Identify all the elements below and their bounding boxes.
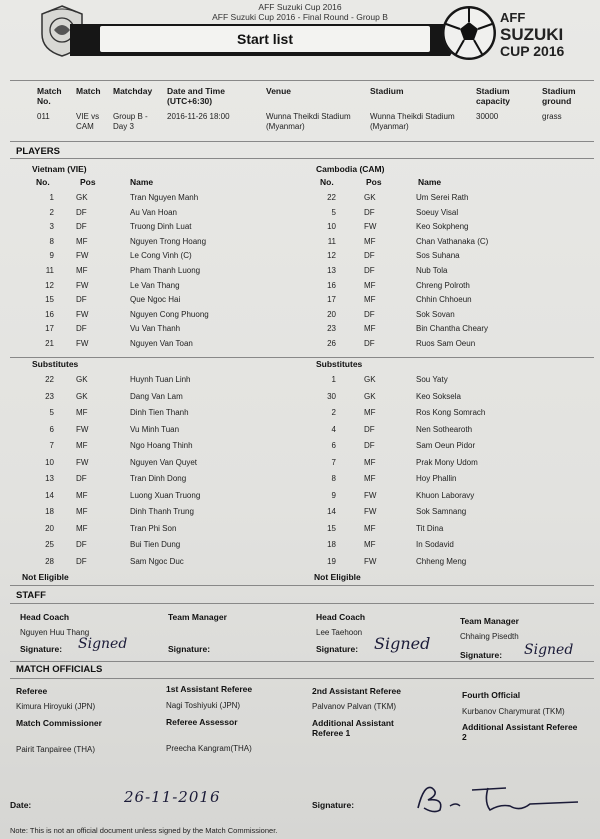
cam-substitutes-title: Substitutes bbox=[316, 359, 363, 369]
player-number: 25 bbox=[45, 540, 54, 549]
competition-round: AFF Suzuki Cup 2016 - Final Round - Group B bbox=[212, 12, 388, 22]
player-row bbox=[312, 293, 582, 307]
player-name: Sos Suhana bbox=[416, 251, 460, 261]
player-row bbox=[30, 538, 290, 552]
player-position: GK bbox=[364, 391, 376, 401]
player-number: 7 bbox=[331, 457, 336, 467]
player-number: 18 bbox=[45, 507, 54, 516]
cam-head-coach-label: Head Coach bbox=[316, 612, 366, 622]
player-number: 2 bbox=[331, 408, 336, 417]
player-number: 6 bbox=[49, 424, 54, 434]
player-number: 11 bbox=[327, 236, 336, 246]
player-position: MF bbox=[364, 523, 376, 533]
vie-head-coach-name: Nguyen Huu Thang bbox=[20, 628, 90, 637]
player-row bbox=[30, 191, 290, 205]
cam-col-name: Name bbox=[418, 177, 442, 187]
player-row bbox=[30, 293, 290, 307]
player-name: Nub Tola bbox=[416, 266, 448, 275]
player-name: Chan Vathanaka (C) bbox=[416, 236, 489, 246]
player-row bbox=[30, 249, 290, 263]
player-name: Nguyen Van Toan bbox=[130, 339, 193, 348]
player-position: GK bbox=[364, 193, 376, 202]
player-number: 15 bbox=[327, 523, 336, 533]
player-position: MF bbox=[76, 408, 88, 417]
player-name: Au Van Hoan bbox=[130, 207, 177, 217]
player-name: Ruos Sam Oeun bbox=[416, 339, 476, 348]
player-number: 16 bbox=[45, 309, 54, 319]
player-position: DF bbox=[76, 474, 87, 483]
player-position: GK bbox=[364, 375, 376, 384]
player-number: 30 bbox=[327, 391, 336, 401]
matchday-value: Group B - Day 3 bbox=[113, 112, 148, 131]
player-number: 5 bbox=[331, 207, 336, 217]
player-position: FW bbox=[364, 507, 377, 516]
player-number: 14 bbox=[45, 490, 54, 500]
fourth-official-name: Kurbanov Charymurat (TKM) bbox=[462, 707, 565, 716]
player-row bbox=[312, 337, 582, 351]
player-number: 7 bbox=[49, 441, 54, 450]
player-position: DF bbox=[76, 207, 87, 217]
player-row bbox=[30, 206, 290, 220]
player-row bbox=[312, 249, 582, 263]
player-row bbox=[312, 505, 582, 519]
player-name: Soeuy Visal bbox=[416, 207, 459, 217]
divider bbox=[10, 80, 594, 81]
vie-team-manager-label: Team Manager bbox=[168, 612, 227, 622]
commissioner-label: Match Commissioner bbox=[16, 718, 102, 728]
player-row bbox=[30, 423, 290, 437]
player-name: Truong Dinh Luat bbox=[130, 222, 192, 232]
player-row bbox=[312, 235, 582, 249]
player-position: MF bbox=[76, 523, 88, 533]
player-position: DF bbox=[364, 424, 375, 434]
player-number: 2 bbox=[49, 207, 54, 217]
player-name: Tran Nguyen Manh bbox=[130, 193, 199, 202]
player-row bbox=[312, 538, 582, 552]
player-row bbox=[30, 220, 290, 234]
divider bbox=[10, 661, 594, 662]
page-title: Start list bbox=[100, 26, 430, 52]
divider bbox=[10, 603, 594, 604]
divider bbox=[10, 141, 594, 142]
player-name: Huynh Tuan Linh bbox=[130, 375, 191, 384]
vie-not-eligible-title: Not Eligible bbox=[22, 572, 69, 582]
ground-header: Stadium ground bbox=[542, 86, 576, 106]
venue-value: Wunna Theikdi Stadium (Myanmar) bbox=[266, 112, 351, 131]
ar2-label: 2nd Assistant Referee bbox=[312, 686, 401, 696]
player-name: Tran Phi Son bbox=[130, 523, 177, 533]
date-label: Date: bbox=[10, 800, 32, 810]
player-position: DF bbox=[76, 556, 87, 566]
player-name: Sou Yaty bbox=[416, 375, 448, 384]
footer-note: Note: This is not an official document unless signed by the Match Commissioner. bbox=[10, 826, 278, 835]
player-position: FW bbox=[76, 457, 89, 467]
player-row bbox=[30, 235, 290, 249]
cam-coach-signature: Signed bbox=[374, 634, 431, 653]
staff-section-title: STAFF bbox=[16, 590, 46, 601]
referee-name: Kimura Hiroyuki (JPN) bbox=[16, 702, 96, 711]
player-number: 8 bbox=[49, 236, 54, 246]
player-number: 1 bbox=[49, 193, 54, 202]
commissioner-signature-label: Signature: bbox=[312, 800, 355, 810]
player-position: DF bbox=[76, 222, 87, 232]
vie-col-name: Name bbox=[130, 177, 154, 187]
match-value: VIE vs CAM bbox=[76, 112, 100, 131]
player-number: 12 bbox=[327, 251, 336, 261]
player-name: Hoy Phallin bbox=[416, 474, 457, 483]
player-name: Sam Oeun Pidor bbox=[416, 441, 476, 450]
player-position: MF bbox=[76, 441, 88, 450]
player-row bbox=[312, 322, 582, 336]
player-name: Um Serei Rath bbox=[416, 193, 469, 202]
player-row bbox=[312, 423, 582, 437]
player-name: In Sodavid bbox=[416, 540, 454, 549]
player-row bbox=[312, 439, 582, 453]
cam-manager-signature: Signed bbox=[524, 642, 574, 658]
player-name: Nguyen Cong Phuong bbox=[130, 309, 209, 319]
date-handwritten: 26-11-2016 bbox=[124, 788, 221, 806]
logo-text-aff: AFF bbox=[500, 10, 526, 25]
player-row bbox=[30, 322, 290, 336]
player-number: 16 bbox=[327, 280, 336, 290]
cam-head-coach-name: Lee Taehoon bbox=[316, 628, 363, 637]
player-name: Le Cong Vinh (C) bbox=[130, 251, 192, 261]
player-row bbox=[30, 373, 290, 387]
divider bbox=[10, 357, 594, 358]
player-row bbox=[312, 191, 582, 205]
vie-team-name: Vietnam (VIE) bbox=[32, 164, 87, 174]
player-row bbox=[312, 220, 582, 234]
player-row bbox=[312, 206, 582, 220]
player-position: MF bbox=[364, 408, 376, 417]
player-row bbox=[30, 489, 290, 503]
player-number: 21 bbox=[45, 339, 54, 348]
player-number: 10 bbox=[327, 222, 336, 232]
player-name: Pham Thanh Luong bbox=[130, 266, 201, 275]
player-number: 6 bbox=[331, 441, 336, 450]
player-name: Bui Tien Dung bbox=[130, 540, 181, 549]
cam-not-eligible-title: Not Eligible bbox=[314, 572, 361, 582]
player-name: Vu Minh Tuan bbox=[130, 424, 180, 434]
vie-col-no: No. bbox=[36, 177, 50, 187]
assessor-label: Referee Assessor bbox=[166, 717, 238, 727]
player-name: Nguyen Trong Hoang bbox=[130, 236, 207, 246]
player-number: 5 bbox=[49, 408, 54, 417]
player-number: 28 bbox=[45, 556, 54, 566]
player-row bbox=[30, 337, 290, 351]
player-name: Keo Soksela bbox=[416, 391, 461, 401]
vie-coach-signature-label: Signature: bbox=[20, 644, 63, 654]
player-name: Prak Mony Udom bbox=[416, 457, 478, 467]
player-name: Keo Sokpheng bbox=[416, 222, 469, 232]
player-position: FW bbox=[76, 309, 89, 319]
player-position: DF bbox=[364, 339, 375, 348]
player-position: DF bbox=[364, 251, 375, 261]
player-row bbox=[30, 456, 290, 470]
player-position: MF bbox=[364, 540, 376, 549]
match-no-value: 011 bbox=[37, 112, 50, 121]
player-name: Nen Sothearoth bbox=[416, 424, 473, 434]
competition-title: AFF Suzuki Cup 2016 bbox=[258, 2, 342, 12]
vie-starters-list bbox=[30, 191, 290, 351]
player-position: FW bbox=[76, 339, 89, 348]
player-number: 14 bbox=[327, 507, 336, 516]
player-row bbox=[312, 522, 582, 536]
player-position: GK bbox=[76, 375, 88, 384]
assessor-name: Preecha Kangram(THA) bbox=[166, 744, 252, 753]
player-position: GK bbox=[76, 193, 88, 202]
player-row bbox=[30, 390, 290, 404]
player-row bbox=[312, 456, 582, 470]
player-name: Chhin Chhoeun bbox=[416, 295, 472, 305]
referee-label: Referee bbox=[16, 686, 48, 696]
player-name: Bin Chantha Cheary bbox=[416, 324, 489, 334]
player-name: Ngo Hoang Thinh bbox=[130, 441, 193, 450]
player-position: MF bbox=[364, 236, 376, 246]
match-header: Match bbox=[76, 86, 101, 96]
cam-col-pos: Pos bbox=[366, 177, 382, 187]
cam-team-manager-name: Chhaing Pisedth bbox=[460, 632, 519, 641]
cam-team-manager-label: Team Manager bbox=[460, 616, 519, 626]
player-number: 13 bbox=[327, 266, 336, 275]
player-number: 3 bbox=[49, 222, 54, 232]
player-number: 9 bbox=[49, 251, 54, 261]
player-number: 1 bbox=[331, 375, 336, 384]
player-number: 8 bbox=[331, 474, 336, 483]
vie-coach-signature: Signed bbox=[78, 636, 128, 652]
player-position: MF bbox=[76, 507, 88, 516]
player-number: 20 bbox=[45, 523, 54, 533]
player-position: MF bbox=[364, 295, 376, 305]
player-name: Luong Xuan Truong bbox=[130, 490, 201, 500]
commissioner-signature-scribble bbox=[410, 778, 590, 818]
player-name: Dinh Thanh Trung bbox=[130, 507, 194, 516]
player-position: FW bbox=[364, 556, 377, 566]
player-row bbox=[312, 390, 582, 404]
player-row bbox=[30, 308, 290, 322]
vie-substitutes-list bbox=[30, 373, 290, 573]
player-position: DF bbox=[76, 540, 87, 549]
matchday-header: Matchday bbox=[113, 86, 153, 96]
stadium-value: Wunna Theikdi Stadium (Myanmar) bbox=[370, 112, 455, 131]
player-number: 20 bbox=[327, 309, 336, 319]
officials-section-title: MATCH OFFICIALS bbox=[16, 664, 103, 675]
player-number: 11 bbox=[45, 266, 54, 275]
player-position: MF bbox=[364, 457, 376, 467]
player-position: MF bbox=[364, 474, 376, 483]
match-no-header: Match No. bbox=[37, 86, 62, 106]
cam-coach-signature-label: Signature: bbox=[316, 644, 359, 654]
player-position: DF bbox=[76, 295, 87, 305]
divider bbox=[10, 678, 594, 679]
player-name: Ros Kong Somrach bbox=[416, 408, 486, 417]
player-name: Sam Ngoc Duc bbox=[130, 556, 184, 566]
player-name: Sok Samnang bbox=[416, 507, 467, 516]
divider bbox=[10, 158, 594, 159]
player-name: Dang Van Lam bbox=[130, 391, 183, 401]
players-section-title: PLAYERS bbox=[16, 146, 60, 157]
player-row bbox=[312, 555, 582, 569]
player-number: 23 bbox=[45, 391, 54, 401]
player-number: 17 bbox=[45, 324, 54, 334]
vie-col-pos: Pos bbox=[80, 177, 96, 187]
player-position: MF bbox=[76, 490, 88, 500]
player-name: Sok Sovan bbox=[416, 309, 455, 319]
player-row bbox=[312, 406, 582, 420]
venue-header: Venue bbox=[266, 86, 292, 96]
player-row bbox=[30, 505, 290, 519]
player-name: Tit Dina bbox=[416, 523, 444, 533]
logo-text-cup: CUP 2016 bbox=[500, 43, 565, 59]
datetime-header: Date and Time (UTC+6:30) bbox=[167, 86, 225, 106]
player-position: DF bbox=[76, 324, 87, 334]
player-name: Que Ngoc Hai bbox=[130, 295, 181, 305]
cam-manager-signature-label: Signature: bbox=[460, 650, 503, 660]
cam-substitutes-list bbox=[312, 373, 582, 573]
player-position: FW bbox=[364, 222, 377, 232]
player-row bbox=[30, 406, 290, 420]
capacity-header: Stadium capacity bbox=[476, 86, 511, 106]
player-row bbox=[312, 373, 582, 387]
player-position: FW bbox=[76, 251, 89, 261]
player-row bbox=[30, 279, 290, 293]
fourth-official-label: Fourth Official bbox=[462, 690, 521, 700]
player-row bbox=[312, 279, 582, 293]
player-position: MF bbox=[364, 324, 376, 334]
vie-head-coach-label: Head Coach bbox=[20, 612, 70, 622]
player-name: Le Van Thang bbox=[130, 280, 180, 290]
suzuki-cup-logo bbox=[436, 2, 596, 64]
player-row bbox=[312, 308, 582, 322]
player-row bbox=[312, 489, 582, 503]
player-number: 9 bbox=[331, 490, 336, 500]
divider bbox=[10, 585, 594, 586]
player-name: Dinh Tien Thanh bbox=[130, 408, 189, 417]
logo-text-suzuki: SUZUKI bbox=[500, 25, 564, 44]
player-name: Chheng Meng bbox=[416, 556, 467, 566]
additional-ar2-label: Additional Assistant Referee 2 bbox=[462, 722, 578, 742]
player-row bbox=[30, 522, 290, 536]
player-number: 22 bbox=[327, 193, 336, 202]
player-position: GK bbox=[76, 391, 88, 401]
player-position: MF bbox=[364, 280, 376, 290]
cam-col-no: No. bbox=[320, 177, 334, 187]
player-name: Chreng Polroth bbox=[416, 280, 470, 290]
player-position: DF bbox=[364, 266, 375, 275]
player-name: Tran Dinh Dong bbox=[130, 474, 187, 483]
player-number: 26 bbox=[327, 339, 336, 348]
player-name: Vu Van Thanh bbox=[130, 324, 181, 334]
player-name: Khuon Laboravy bbox=[416, 490, 475, 500]
player-position: DF bbox=[364, 207, 375, 217]
player-row bbox=[312, 472, 582, 486]
additional-ar1-label: Additional Assistant Referee 1 bbox=[312, 718, 394, 738]
player-position: FW bbox=[364, 490, 377, 500]
ar1-label: 1st Assistant Referee bbox=[166, 684, 253, 694]
player-number: 10 bbox=[45, 457, 54, 467]
player-number: 15 bbox=[45, 295, 54, 305]
player-position: MF bbox=[76, 266, 88, 275]
player-position: DF bbox=[364, 441, 375, 450]
player-name: Nguyen Van Quyet bbox=[130, 457, 198, 467]
vie-substitutes-title: Substitutes bbox=[32, 359, 79, 369]
player-row bbox=[30, 439, 290, 453]
player-position: MF bbox=[76, 236, 88, 246]
player-position: FW bbox=[76, 424, 89, 434]
player-position: DF bbox=[364, 309, 375, 319]
player-number: 4 bbox=[331, 424, 336, 434]
capacity-value: 30000 bbox=[476, 112, 499, 121]
player-number: 18 bbox=[327, 540, 336, 549]
vie-manager-signature-label: Signature: bbox=[168, 644, 211, 654]
player-number: 12 bbox=[45, 280, 54, 290]
cam-starters-list bbox=[312, 191, 582, 351]
player-row bbox=[30, 472, 290, 486]
player-position: FW bbox=[76, 280, 89, 290]
player-number: 19 bbox=[327, 556, 336, 566]
ground-value: grass bbox=[542, 112, 562, 121]
player-row bbox=[30, 264, 290, 278]
commissioner-name: Pairit Tanpairee (THA) bbox=[16, 745, 95, 754]
player-row bbox=[312, 264, 582, 278]
player-number: 13 bbox=[45, 474, 54, 483]
stadium-header: Stadium bbox=[370, 86, 404, 96]
player-number: 17 bbox=[327, 295, 336, 305]
player-number: 23 bbox=[327, 324, 336, 334]
ar2-name: Palvanov Palvan (TKM) bbox=[312, 702, 397, 711]
cam-team-name: Cambodia (CAM) bbox=[316, 164, 385, 174]
player-row bbox=[30, 555, 290, 569]
player-number: 22 bbox=[45, 375, 54, 384]
ar1-name: Nagi Toshiyuki (JPN) bbox=[166, 701, 241, 710]
datetime-value: 2016-11-26 18:00 bbox=[167, 112, 230, 121]
